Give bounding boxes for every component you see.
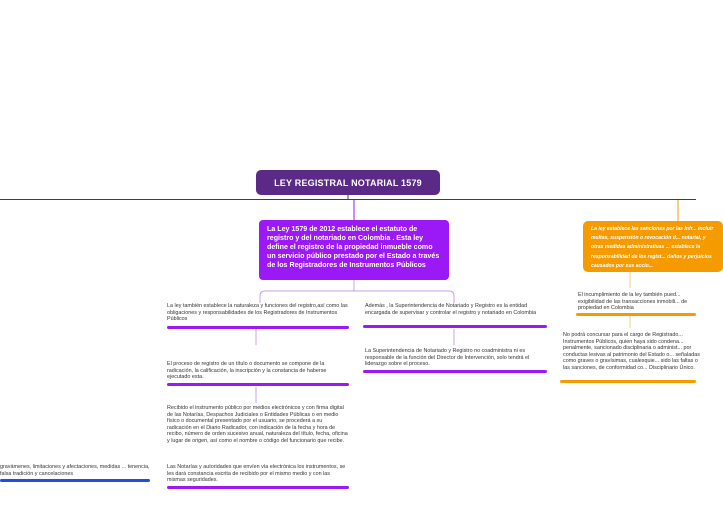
left-item-2-text: El proceso de registro de un título o documento se compone de la radicación, la calificación, la inscripción y la constancia de haberse ejecutado esta. bbox=[167, 361, 327, 380]
left-item-2[interactable] bbox=[167, 361, 348, 381]
orange-item-2[interactable] bbox=[563, 332, 700, 371]
main-topic-text: La Ley 1579 de 2012 establece el estatuto de registro y del notariado en Colombia . Esta ley define el registro de la propiedad inmueble como un servicio público prestado por el Estado a través de los Registradores de Instrumentos Públicos bbox=[267, 225, 440, 270]
far-left-item-text: gravámenes, limitaciones y afectaciones, medidas ... tenencia, falsa tradición y cancelaciones bbox=[0, 464, 150, 477]
left-item-3-text: Recibido el instrumento público por medios electrónicos y con firma digital de las Notarías, Despachos Judiciales o Entidades Públicas o en medio físico o documental presentado por el usuario, se procederá a su radicación en el Diario Radicador, con indicación de la fecha y hora de recibo, número de orden sucesivo anual, naturaleza del título, fecha, oficina y lugar de origen, así como el nombre o código del funcionario que recibe. bbox=[167, 405, 348, 444]
right-item-1[interactable] bbox=[365, 303, 543, 316]
right-item-1-text: Además , la Superintendencia de Notariado y Registro es la entidad encargada de supervisar y controlar el registro y notariado en Colombia bbox=[365, 303, 537, 316]
root-node[interactable] bbox=[256, 170, 440, 195]
orange-topic-text: La ley establece las sanciones por las Infr... incluir multas, suspensión o revocación d... notarial, y otras medidas administrativas ... establece la responsabilidad de los regist... daños y perjuicios causados por sus accio... bbox=[591, 226, 714, 269]
left-item-4[interactable] bbox=[167, 464, 348, 484]
far-left-item[interactable] bbox=[0, 464, 150, 477]
orange-item-1-underline bbox=[576, 313, 696, 316]
orange-item-1[interactable] bbox=[578, 292, 696, 312]
right-item-1-underline bbox=[363, 325, 547, 328]
left-item-2-underline bbox=[167, 383, 349, 386]
left-item-3[interactable] bbox=[167, 405, 348, 444]
right-item-2[interactable] bbox=[365, 348, 543, 368]
right-item-2-underline bbox=[363, 370, 547, 373]
orange-topic-node[interactable] bbox=[583, 221, 723, 272]
orange-item-2-text: No podrá concursar para el cargo de Registrado... Instrumentos Públicos, quien haya sido condena... penalmente, sancionado disciplinaria o administ... por conductas lesivas al patrimonio del Estado o... señaladas como graves o gravísimas, cualesquie... sido las faltas o las sanciones, de conformidad co... Disciplinario Único. bbox=[563, 332, 700, 371]
main-topic-node[interactable] bbox=[259, 220, 449, 280]
left-item-1-underline bbox=[167, 326, 349, 329]
root-label: LEY REGISTRAL NOTARIAL 1579 bbox=[274, 177, 422, 188]
left-item-4-text: Las Notarías y autoridades que envíen vía electrónica los instrumentos, se les dará constancia escrita de recibido por el mismo medio y con las mismas seguridades. bbox=[167, 464, 346, 483]
orange-item-2-underline bbox=[560, 380, 696, 383]
far-left-underline bbox=[0, 479, 150, 482]
left-item-1[interactable] bbox=[167, 303, 348, 323]
right-item-2-text: La Superintendencia de Notariado y Registro no coadministra ni es responsable de la función del Director de Intervención, solo tendrá el liderazgo sobre el proceso. bbox=[365, 348, 530, 367]
left-item-1-text: La ley también establece la naturaleza y funciones del registro,así como las obligaciones y responsabilidades de los Registradores de Instrumentos Públicos bbox=[167, 303, 348, 322]
left-item-4-underline bbox=[167, 486, 349, 489]
orange-item-1-text: El incumplimiento de la ley también pued... exigibilidad de las transacciones inmobili... de propiedad en Colombia bbox=[578, 292, 688, 311]
